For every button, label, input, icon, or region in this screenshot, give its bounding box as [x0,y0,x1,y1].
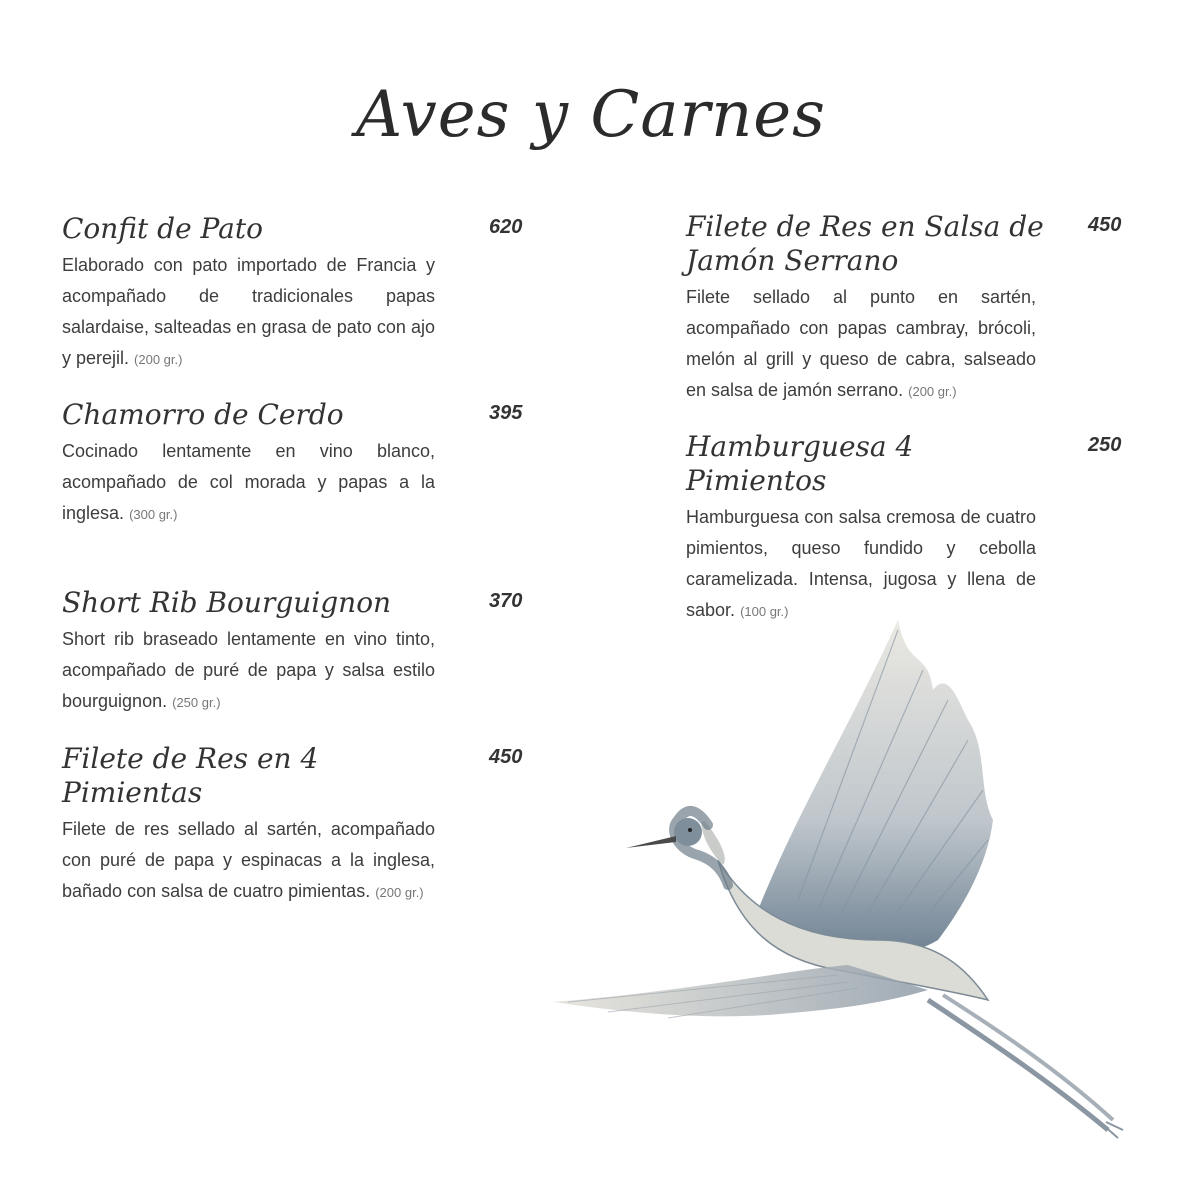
item-price: 450 [1088,214,1122,236]
menu-item-short-rib-bourguignon [62,586,523,718]
item-name: Hamburguesa 4 Pimientos [686,430,914,497]
item-description-text: Elaborado con pato importado de Francia y acompañado de tradicionales papas salardaise, salteadas en grasa de pato con ajo y perejil. [62,255,435,368]
menu-item-filete-jamon-serrano [686,210,1122,407]
item-name: Filete de Res en Salsa de Jamón Serrano [686,210,1044,277]
item-weight: (200 gr.) [908,384,957,399]
item-description-text: Hamburguesa con salsa cremosa de cuatro pimientos, queso fundido y cebolla caramelizada. Intensa, jugosa y llena de sabor. [686,507,1036,620]
page-title: Aves y Carnes [356,78,826,152]
item-description [62,250,435,375]
heron-icon [548,610,1128,1150]
item-price: 450 [489,746,523,768]
item-description-text: Filete sellado al punto en sartén, acompañado con papas cambray, brócoli, melón al grill y queso de cabra, salseado en salsa de jamón serrano. [686,287,1036,400]
item-name: Chamorro de Cerdo [62,398,344,431]
item-price: 370 [489,590,523,612]
item-description-text: Filete de res sellado al sartén, acompañado con puré de papa y espinacas a la inglesa, bañado con salsa de cuatro pimientas. [62,819,435,901]
item-price: 395 [489,402,523,424]
item-price: 620 [489,216,523,238]
item-description [62,814,435,908]
item-description-text: Cocinado lentamente en vino blanco, acompañado de col morada y papas a la inglesa. [62,441,435,523]
item-description [686,282,1036,407]
item-weight: (100 gr.) [740,604,789,619]
item-name: Filete de Res en 4 Pimientas [62,742,319,809]
item-price: 250 [1088,434,1122,456]
item-weight: (250 gr.) [172,695,221,710]
menu-item-hamburguesa [686,430,1122,627]
item-weight: (300 gr.) [129,507,178,522]
item-description [62,624,435,718]
item-weight: (200 gr.) [375,885,424,900]
menu-item-filete-4-pimientas [62,742,523,908]
item-description [686,502,1036,627]
item-name: Short Rib Bourguignon [62,586,392,619]
item-name: Confit de Pato [62,212,263,245]
item-description [62,436,435,530]
menu-item-confit-de-pato [62,212,523,375]
item-weight: (200 gr.) [134,352,183,367]
item-description-text: Short rib braseado lentamente en vino tinto, acompañado de puré de papa y salsa estilo bourguignon. [62,629,435,711]
menu-item-chamorro-de-cerdo [62,398,523,530]
